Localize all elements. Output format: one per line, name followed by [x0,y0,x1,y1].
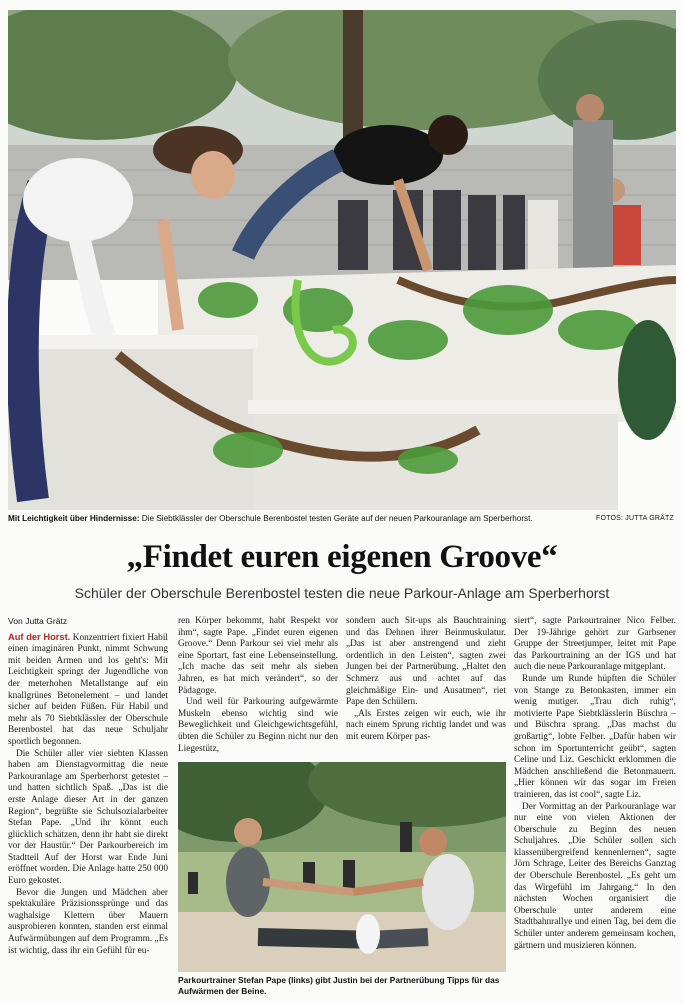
byline: Von Jutta Grätz [8,616,68,626]
secondary-photo-caption: Parkourtrainer Stefan Pape (links) gibt Justin bei der Partnerübung Tipps für das Aufwärmen der Beine. [178,975,500,996]
paragraph: siert“, sagte Parkourtrainer Nico Felber. Der 19-Jährige gehört zur Garbsener Gruppe der Streetjumper, leitet mit Pape das Parkourtraining an der IGS und hat auch die neue Parkouranlage mitgeplant. [514,616,676,673]
stretching-scene-illustration [178,762,506,972]
paragraph: Die Schüler aller vier siebten Klassen haben am Dienstagvormittag die neue Parkouranlage am Sperberhorst getestet – und hatten sichtlich Spaß. „Das ist die erste Anlage dieser Art in der ganzen Region“, begrüßte sie Schulsozialarbeiter Stefan Pape. „Und ihr könnt euch glücklich schätzen, denn ihr habt sie direkt vor der Haustür.“ Der Parkourbereich im Stadtteil Auf der Horst war Ende Juni eröffnet worden. Die Anlage hatte 250 000 Euro gekostet. [8,748,168,887]
paragraph: Der Vormittag an der Parkouranlage war nur eine von vielen Aktionen der Oberschule zu Beginn des neuen Schuljahres. „Die Schüler sollen sich klassenübergreifend kennenlernen“, sagte Jörn Schrage, Leiter des Bereichs Ganztag der Oberschule Berenbostel. „Es geht um das Wirgefühl im Jahrgang.“ In den nächsten Wochen organisiert die Oberschule unter anderem eine Stadtbahnrallye und einen Tag, bei dem die Schüler unter anderem gemeinsam kochen, gärtnern und musizieren können. [514,801,676,951]
article-column-2 [178,616,338,755]
article-column-3 [346,616,506,744]
paragraph: Runde um Runde hüpften die Schüler von Stange zu Betonkasten, immer ein wenig mutiger. „Trau dich ruhig“, motivierte Pape Siebtklässlerin Büschra – und Büschra sprang. „Das machst du großartig“, lobte Felber. „Dafür haben wir schon im Sportunterricht geübt“, sagten Celine und Liz. Geschickt erklommen die Mädchen anschließend die Betonmauern. „Hier können wir das sogar im Freien trainieren, das ist cool“, sagte Liz. [514,673,676,800]
article-column-4 [514,616,676,952]
dateline: Auf der Horst. [8,631,71,642]
parkour-scene-illustration [8,10,676,510]
paragraph: „Als Erstes zeigen wir euch, wie ihr nach einem Sprung richtig landet und was mit eurem Körper pas- [346,708,506,742]
caption-text: Die Siebtklässler der Oberschule Berenbostel testen Geräte auf der neuen Parkouranlage am Sperberhorst. [139,514,533,523]
headline: „Findet euren eigenen Groove“ [126,539,558,575]
paragraph: Auf der Horst. Konzentriert fixiert Habil einen imaginären Punkt, nimmt Schwung mit beiden Armen und los geht's: Mit Leichtigkeit springt der Jugendliche von der meterhohen Metallstange auf ein knallgrünes Betonelement – und landet sicher auf beiden Füßen. Für Habil und mehr als 70 Siebtklässler der Oberschule Berenbostel hat das neue Schuljahr sportlich begonnen. [8,631,169,747]
main-photo [8,10,676,510]
paragraph: sondern auch Sit-ups als Bauchtraining und das Dehnen ihrer Beinmuskulatur. „Das ist aber anstrengend und zieht ordentlich in den Leisten“, sagten zwei Jungen bei der Partnerübung. „Haltet den Schmerz aus und achtet auf das gleichmäßige Ein- und Ausatmen“, riet Pape den Schülern. [346,616,506,708]
article-column-1 [8,616,168,957]
photo-credit: FOTOS: JUTTA GRÄTZ [595,515,674,522]
main-photo-caption [8,514,548,524]
paragraph: ren Körper bekommt, habt Respekt vor ihm“, sagte Pape. „Findet euren eigenen Groove.“ Denn Parkour sei viel mehr als eine Sportart, fast eine Lebenseinstellung. „Ich mache das seit mehr als sieben Jahren, es hat mich verändert“, so der Pädagoge. [178,616,338,696]
paragraph: Bevor die Jungen und Mädchen aber spektakuläre Präzisionssprünge und das waghalsige Klettern über Mauern ausprobieren konnten, standen erst einmal Aufwärmübungen auf dem Programm. „Es ist wichtig, dass ihr ein Gefühl für eu- [8,887,168,956]
caption-lead: Mit Leichtigkeit über Hindernisse: [8,514,140,523]
secondary-photo [178,762,506,972]
paragraph: Und weil für Parkouring aufgewärmte Muskeln ebenso wichtig sind wie Beweglichkeit und Gleichgewichtsgefühl, übten die Schüler zu Beginn nicht nur den Liegestütz, [178,697,338,754]
subheadline: Schüler der Oberschule Berenbostel testen die neue Parkour-Anlage am Sperberhorst [74,585,610,601]
